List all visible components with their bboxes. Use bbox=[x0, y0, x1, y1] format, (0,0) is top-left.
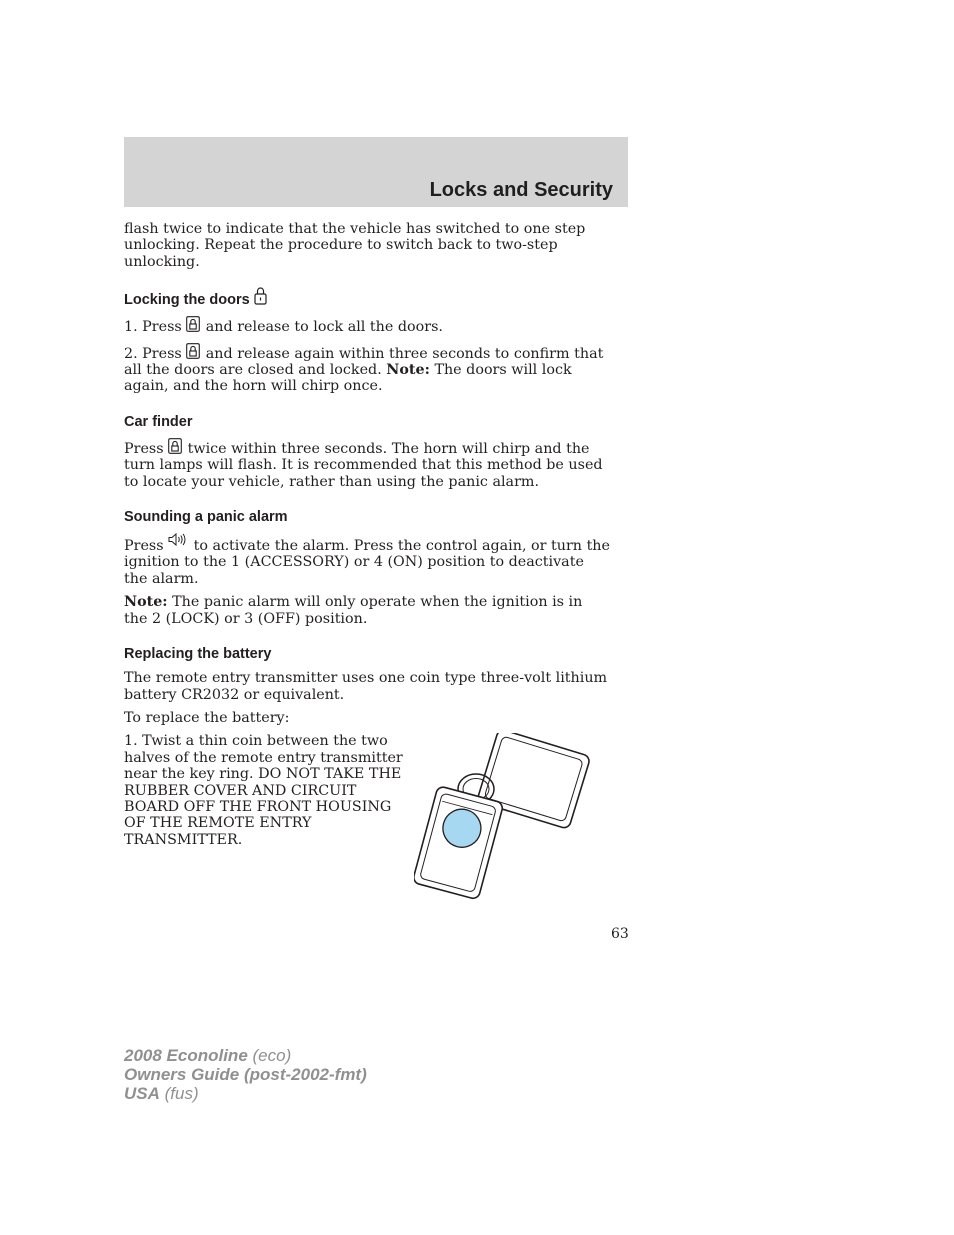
footer-line-3: USA (fus) bbox=[124, 1084, 199, 1103]
footer-line-1: 2008 Econoline (eco) bbox=[124, 1046, 292, 1065]
lock-icon bbox=[168, 438, 182, 454]
locking-step-1: 1. Press and release to lock all the doors. bbox=[124, 316, 610, 335]
note-label: Note: bbox=[124, 594, 168, 611]
section-header-band bbox=[124, 137, 628, 207]
page-content bbox=[124, 221, 610, 913]
heading-locking-the-doors: Locking the doors bbox=[124, 286, 610, 309]
lock-icon bbox=[186, 343, 200, 359]
transmitter-front-half bbox=[414, 786, 504, 900]
note-label: Note: bbox=[386, 362, 430, 379]
document-footer bbox=[124, 1046, 367, 1103]
panic-icon bbox=[168, 533, 188, 547]
footer-line-2: Owners Guide (post-2002-fmt) bbox=[124, 1065, 367, 1084]
page-number: 63 bbox=[611, 926, 629, 942]
heading-panic-alarm: Sounding a panic alarm bbox=[124, 509, 288, 526]
car-finder-paragraph: Press twice within three seconds. The horn will chirp and the turn lamps will flash. It is recommended that this method be used to locate your vehicle, rather than using the panic alarm. bbox=[124, 438, 610, 490]
lock-icon bbox=[254, 286, 267, 305]
battery-intro: To replace the battery: bbox=[124, 709, 290, 726]
battery-step-1: 1. Twist a thin coin between the two halves of the remote entry transmitter near the key ring. DO NOT TAKE THE RUBBER COVER AND CIRCUIT BOARD OFF THE FRONT HOUSING OF THE REMOTE ENTRY TRANSMITTER. bbox=[124, 733, 403, 848]
battery-paragraph: The remote entry transmitter uses one coin type three-volt lithium battery CR2032 or equivalent. bbox=[124, 670, 608, 703]
transmitter-illustration bbox=[414, 733, 614, 913]
intro-paragraph: flash twice to indicate that the vehicle has switched to one step unlocking. Repeat the procedure to switch back to two-step unlocking. bbox=[124, 221, 586, 270]
heading-replacing-battery: Replacing the battery bbox=[124, 646, 272, 663]
locking-step-2: 2. Press and release again within three seconds to confirm that all the doors are closed and locked. Note: The doors will lock again, and the horn will chirp once. bbox=[124, 343, 610, 395]
lock-icon bbox=[186, 316, 200, 332]
panic-note-paragraph: Note: The panic alarm will only operate when the ignition is in the 2 (LOCK) or 3 (OFF) position. bbox=[124, 594, 583, 627]
heading-car-finder: Car finder bbox=[124, 413, 193, 430]
section-title: Locks and Security bbox=[429, 179, 613, 201]
panic-alarm-paragraph: Press to activate the alarm. Press the control again, or turn the ignition to the 1 (ACCESSORY) or 4 (ON) position to deactivate the alarm. bbox=[124, 533, 610, 587]
